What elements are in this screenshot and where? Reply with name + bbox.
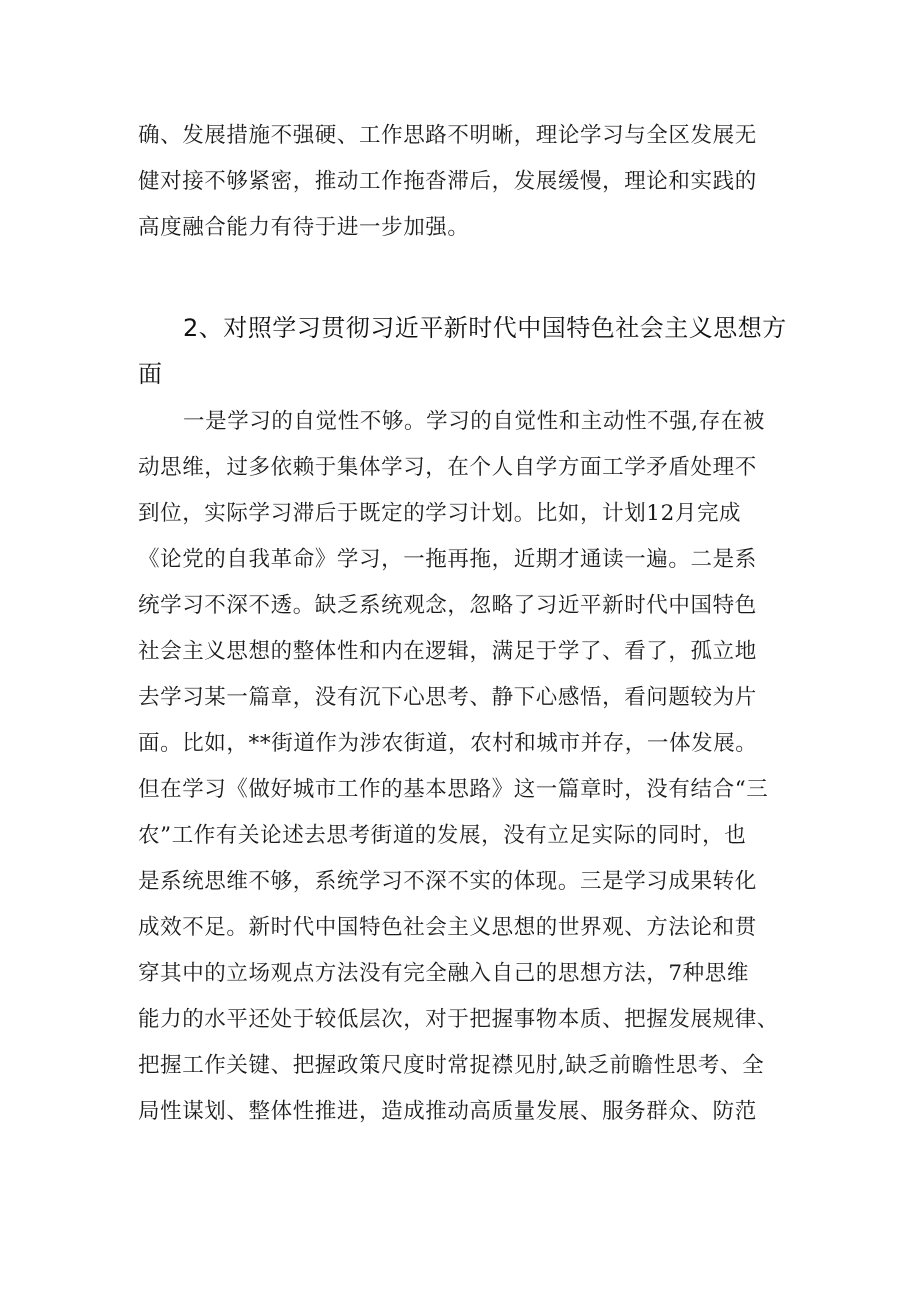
heading-line: 2、对照学习贯彻习近平新时代中国特色社会主义思想方 [183, 314, 787, 342]
text-line: 是系统思维不够，系统学习不深不实的体现。三是学习成果转化 [138, 869, 757, 894]
text-line: 确、发展措施不强硬、工作思路不明晰，理论学习与全区发展无 [138, 123, 757, 148]
text-line: 统学习不深不透。缺乏系统观念，忽略了习近平新时代中国特色 [138, 593, 757, 618]
text-line: 农”工作有关论述去思考街道的发展，没有立足实际的同时，也 [138, 823, 747, 848]
text-line: 到位，实际学习滞后于既定的学习计划。比如，计划12月完成 [138, 501, 742, 526]
text-line: 但在学习《做好城市工作的基本思路》这一篇章时，没有结合“三 [138, 777, 769, 802]
heading-line: 面 [138, 360, 163, 388]
text-line: 《论党的自我革命》学习，一拖再拖，近期才通读一遍。二是系 [138, 547, 757, 572]
text-line: 把握工作关键、把握政策尺度时常捉襟见肘,缺乏前瞻性思考、全 [138, 1053, 765, 1078]
text-line: 面。比如，**街道作为涉农街道，农村和城市并存，一体发展。 [138, 731, 758, 756]
text-line: 局性谋划、整体性推进，造成推动高质量发展、服务群众、防范 [138, 1099, 757, 1124]
text-line: 穿其中的立场观点方法没有完全融入自己的思想方法，7种思维 [138, 961, 749, 986]
text-line: 高度融合能力有待于进一步加强。 [138, 215, 470, 240]
text-line: 健对接不够紧密，推动工作拖沓滞后，发展缓慢，理论和实践的 [138, 169, 757, 194]
text-line: 动思维，过多依赖于集体学习，在个人自学方面工学矛盾处理不 [138, 455, 757, 480]
text-line: 能力的水平还处于较低层次，对于把握事物本质、把握发展规律、 [138, 1007, 779, 1032]
text-line: 社会主义思想的整体性和内在逻辑，满足于学了、看了，孤立地 [138, 639, 757, 664]
text-line: 一是学习的自觉性不够。学习的自觉性和主动性不强,存在被 [183, 409, 766, 434]
text-line: 成效不足。新时代中国特色社会主义思想的世界观、方法论和贯 [138, 915, 757, 940]
text-line: 去学习某一篇章，没有沉下心思考、静下心感悟，看问题较为片 [138, 685, 757, 710]
